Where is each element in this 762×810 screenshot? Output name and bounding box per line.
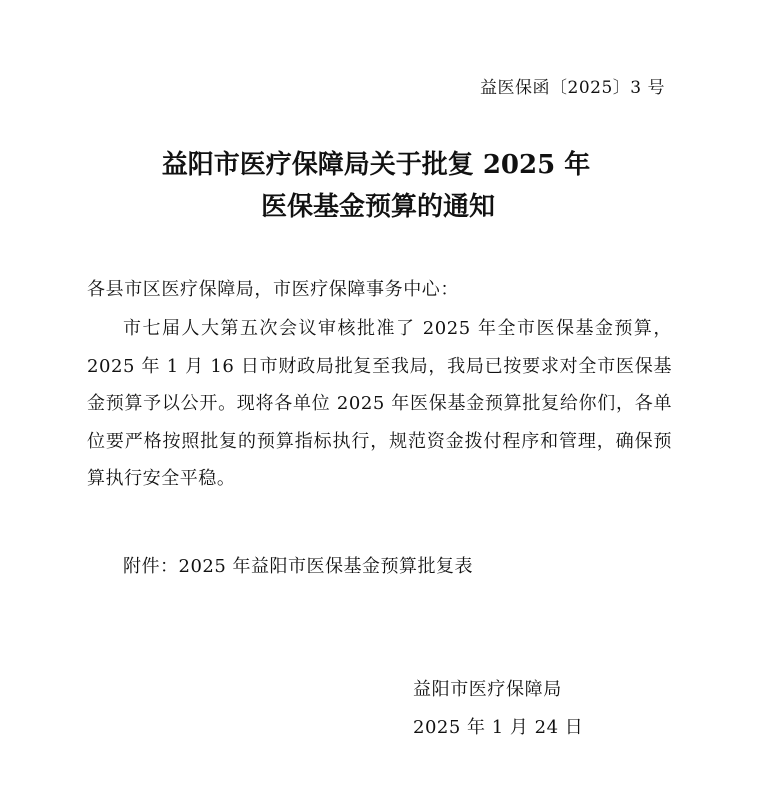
attachment-line: 附件：2025 年益阳市医保基金预算批复表 [123,556,474,577]
document-title-line-2: 医保基金预算的通知 [260,192,495,222]
signature-date: 2025 年 1 月 24 日 [413,717,584,738]
signature-organization: 益阳市医疗保障局 [413,679,562,700]
body-paragraph: 市七届人大第五次会议审核批准了 2025 年全市医保基金预算，2025 年 1 月 16 日市财政局批复至我局，我局已按要求对全市医保基金预算予以公开。现将各单位 2025 年医保基金预算批复给你们，各单位要严格按照批复的预算指标执行，规范资金拨付程序和管理，确保预算执行安全平稳。 [87,318,672,489]
document-title-line-1: 益阳市医疗保障局关于批复 2025 年 [161,150,591,180]
document-number: 益医保函〔2025〕3 号 [480,78,665,98]
recipient-line: 各县市区医疗保障局，市医疗保障事务中心： [87,279,459,300]
